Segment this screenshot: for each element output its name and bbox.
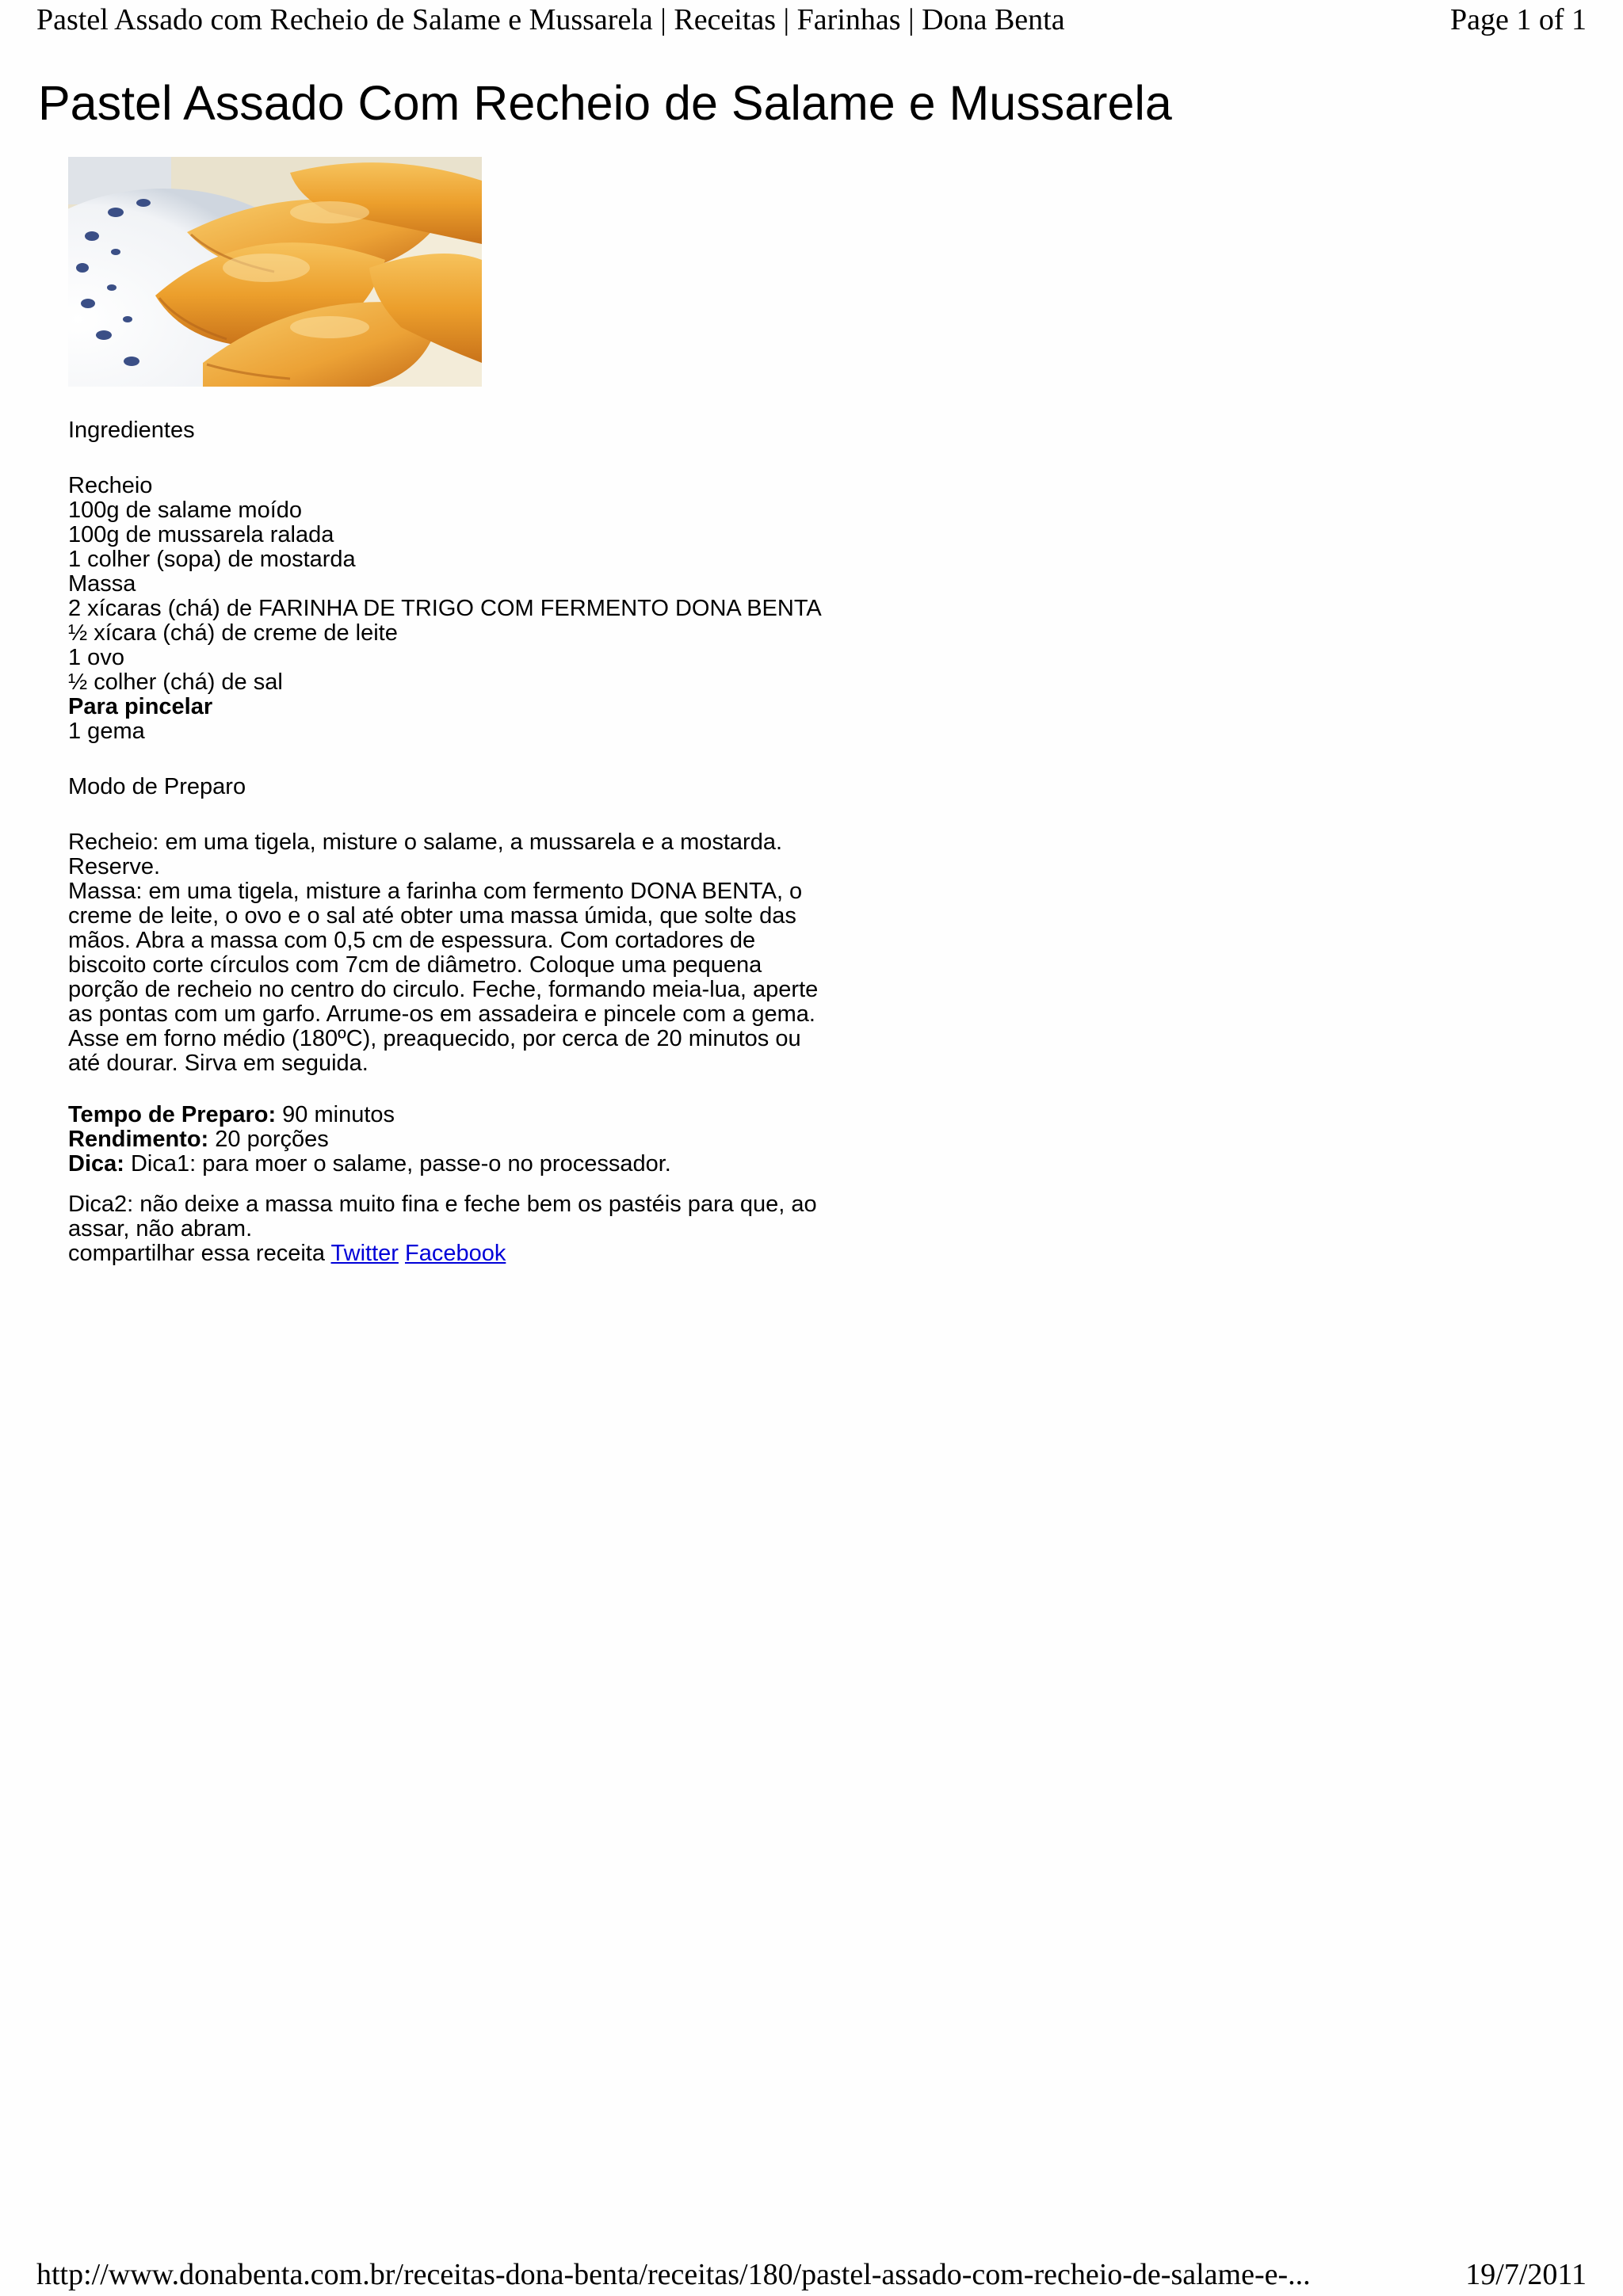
list-item: ½ xícara (chá) de creme de leite (68, 620, 398, 646)
print-footer-date: 19/7/2011 (1465, 2258, 1587, 2291)
recipe-photo (68, 157, 482, 387)
prep-time-label: Tempo de Preparo: (68, 1102, 277, 1127)
print-footer (36, 2252, 1587, 2296)
yield-label: Rendimento: (68, 1127, 209, 1152)
share-row (68, 1241, 980, 1266)
list-item: 1 ovo (68, 645, 124, 670)
print-header-title: Pastel Assado com Recheio de Salame e Mussarela | Receitas | Farinhas | Dona Benta (36, 3, 1065, 36)
yield (68, 1127, 980, 1152)
tip (68, 1152, 980, 1177)
print-footer-url: http://www.donabenta.com.br/receitas-dona-benta/receitas/180/pastel-assado-com-recheio-de-salame-e-... (36, 2258, 1311, 2291)
method-line: biscoito corte círculos com 7cm de diâmetro. Coloque uma pequena (68, 952, 762, 978)
tip-label: Dica: (68, 1151, 124, 1177)
list-item: 2 xícaras (chá) de FARINHA DE TRIGO COM FERMENTO DONA BENTA (68, 596, 822, 621)
list-item: 1 colher (sopa) de mostarda (68, 547, 356, 572)
filling-label: Recheio (68, 473, 153, 498)
method-line: até dourar. Sirva em seguida. (68, 1051, 369, 1076)
list-item: ½ colher (chá) de sal (68, 669, 283, 695)
method-heading: Modo de Preparo (68, 774, 246, 799)
page-title: Pastel Assado Com Recheio de Salame e Mussarela (38, 76, 1172, 130)
method-line: Reserve. (68, 854, 161, 879)
method-line: mãos. Abra a massa com 0,5 cm de espessura. Com cortadores de (68, 928, 756, 953)
method-line: Recheio: em uma tigela, misture o salame, a mussarela e a mostarda. (68, 830, 783, 855)
method-line: Massa: em uma tigela, misture a farinha com fermento DONA BENTA, o (68, 879, 803, 904)
print-header-page-info: Page 1 of 1 (1449, 3, 1587, 36)
facebook-link[interactable]: Facebook (404, 1241, 506, 1266)
tip2-line: Dica2: não deixe a massa muito fina e feche bem os pastéis para que, ao (68, 1192, 817, 1217)
share-text: compartilhar essa receita (68, 1241, 331, 1266)
list-item: 100g de mussarela ralada (68, 522, 334, 547)
method-line: as pontas com um garfo. Arrume-os em assadeira e pincele com a gema. (68, 1001, 815, 1027)
list-item: 100g de salame moído (68, 498, 303, 523)
method-line: porção de recheio no centro do circulo. Feche, formando meia-lua, aperte (68, 977, 819, 1002)
method-line: creme de leite, o ovo e o sal até obter uma massa úmida, que solte das (68, 903, 796, 929)
dough-label: Massa (68, 571, 136, 597)
prep-time-value: 90 minutos (276, 1102, 395, 1127)
yield-value: 20 porções (208, 1127, 329, 1152)
twitter-link[interactable]: Twitter (330, 1241, 399, 1266)
recipe-content (68, 418, 980, 1266)
method-line: Asse em forno médio (180ºC), preaquecido, por cerca de 20 minutos ou (68, 1026, 801, 1051)
list-item: 1 gema (68, 719, 145, 744)
pastel-photo-icon (68, 157, 482, 387)
brush-label: Para pincelar (68, 694, 213, 719)
ingredients-heading: Ingredientes (68, 418, 195, 443)
prep-time (68, 1103, 980, 1127)
print-header (36, 0, 1587, 44)
tip2-line: assar, não abram. (68, 1216, 253, 1241)
tip-value: Dica1: para moer o salame, passe-o no processador. (124, 1151, 671, 1177)
